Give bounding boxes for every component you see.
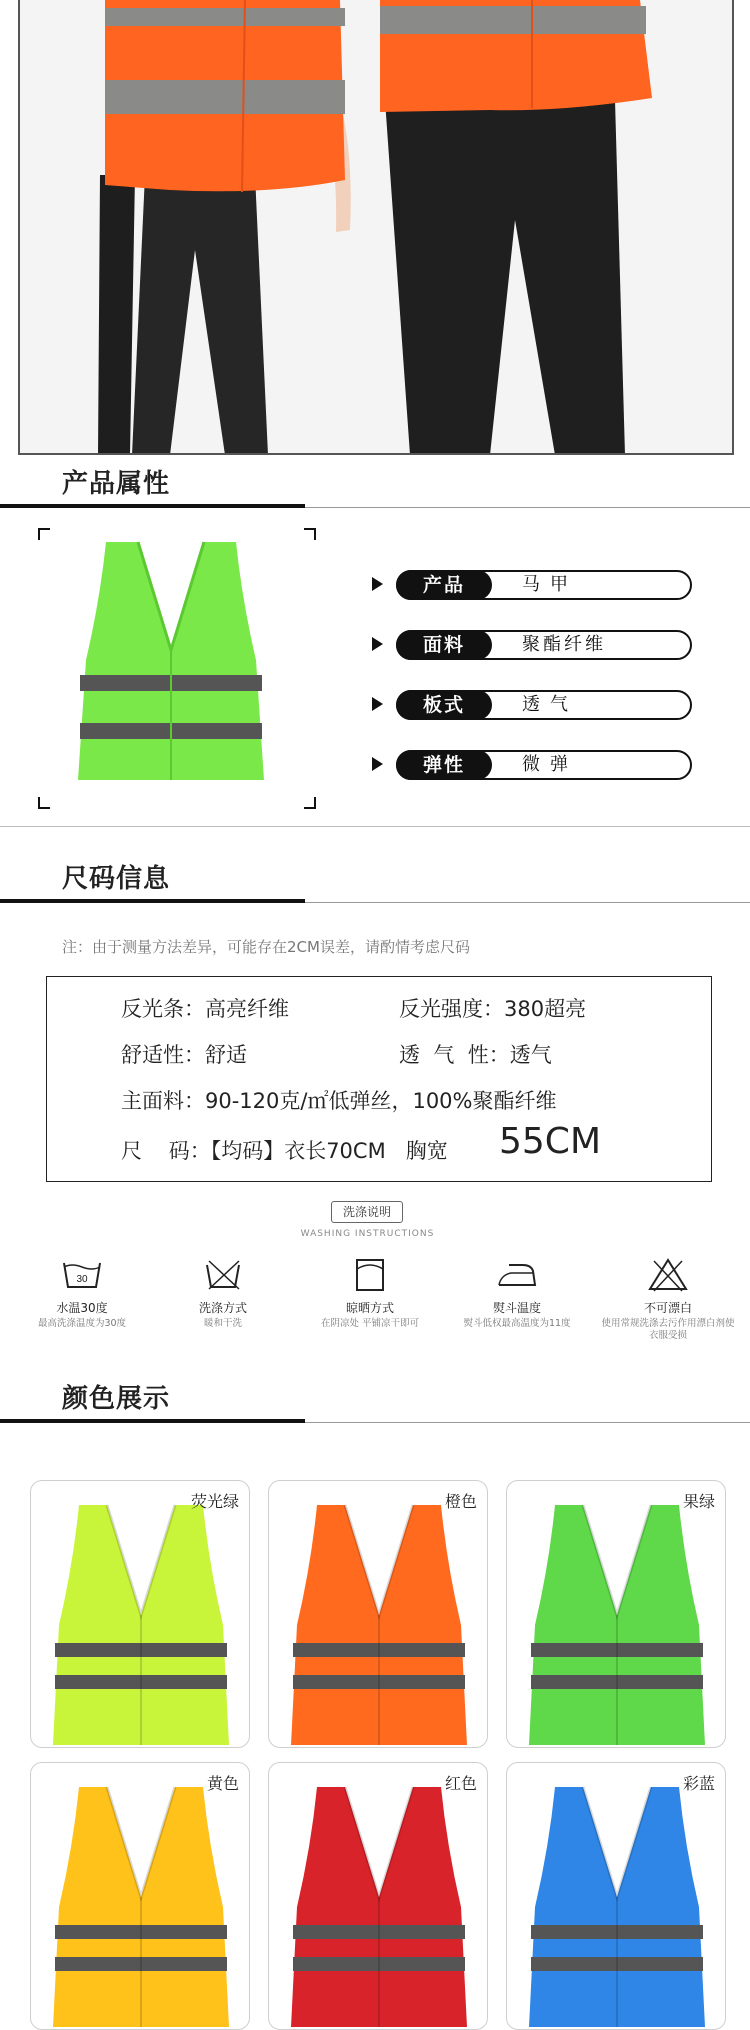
reflective-strip: 反光条：高亮纤维 bbox=[121, 997, 289, 1021]
wash-item-drying bbox=[300, 1257, 440, 1330]
wash-label: 不可漂白 bbox=[643, 1301, 692, 1315]
wash-label: 水温30度 bbox=[56, 1301, 108, 1315]
no-bleach-icon bbox=[646, 1257, 690, 1293]
color-card[interactable] bbox=[268, 1480, 488, 1748]
attribute-row-elasticity bbox=[372, 750, 692, 780]
reflective-strength: 反光强度：380超亮 bbox=[399, 997, 587, 1021]
product-vest-image bbox=[76, 540, 266, 789]
vest-image bbox=[521, 1495, 713, 1745]
size-label: 尺 码：【均码】衣长70CM 胸宽 bbox=[121, 1139, 448, 1163]
wash-label: 熨斗温度 bbox=[492, 1301, 541, 1315]
attribute-value: 聚酯纤维 bbox=[522, 634, 606, 655]
washing-subtitle: WASHING INSTRUCTIONS bbox=[300, 1229, 435, 1239]
color-name: 果绿 bbox=[682, 1492, 715, 1511]
color-card[interactable] bbox=[30, 1762, 250, 2030]
corner-bracket-br bbox=[304, 797, 316, 809]
wash-30-icon bbox=[60, 1257, 104, 1293]
vest-image bbox=[521, 1777, 713, 2027]
svg-text:30: 30 bbox=[76, 1274, 88, 1285]
chest-width-value: 55CM bbox=[499, 1121, 602, 1162]
wash-desc: 最高洗涤温度为30度 bbox=[37, 1318, 127, 1329]
attribute-key: 弹性 bbox=[396, 750, 492, 780]
attributes-rule-thin bbox=[305, 507, 750, 508]
attribute-value: 透气 bbox=[522, 694, 578, 715]
arrow-right-icon bbox=[372, 697, 383, 711]
wash-item-method bbox=[153, 1257, 293, 1330]
color-card[interactable] bbox=[506, 1480, 726, 1748]
attribute-value: 马甲 bbox=[522, 574, 578, 595]
color-card[interactable] bbox=[30, 1480, 250, 1748]
colors-rule-thin bbox=[305, 1422, 750, 1423]
wash-item-ironing bbox=[447, 1257, 587, 1330]
color-card[interactable] bbox=[268, 1762, 488, 2030]
arrow-right-icon bbox=[372, 637, 383, 651]
colors-rule bbox=[0, 1419, 305, 1423]
washing-badge: 洗涤说明 bbox=[331, 1201, 403, 1223]
hero-photo bbox=[18, 0, 734, 455]
attribute-row-product bbox=[372, 570, 692, 600]
wash-label: 晾晒方式 bbox=[345, 1301, 394, 1315]
corner-bracket-tl bbox=[38, 528, 50, 540]
attribute-key: 产品 bbox=[396, 570, 492, 600]
corner-bracket-bl bbox=[38, 797, 50, 809]
attribute-row-fit bbox=[372, 690, 692, 720]
wash-item-bleach bbox=[598, 1257, 738, 1342]
attribute-key: 板式 bbox=[396, 690, 492, 720]
size-title: 尺码信息 bbox=[62, 864, 171, 894]
color-name: 黄色 bbox=[206, 1774, 239, 1793]
wash-desc: 使用常规洗涤去污作用漂白剂使衣服受损 bbox=[601, 1318, 735, 1341]
color-name: 荧光绿 bbox=[190, 1492, 239, 1511]
dry-icon bbox=[348, 1257, 392, 1293]
wash-desc: 在阴凉处 平铺凉干即可 bbox=[320, 1318, 420, 1329]
color-name: 红色 bbox=[444, 1774, 477, 1793]
size-rule bbox=[0, 899, 305, 903]
attributes-title: 产品属性 bbox=[62, 469, 171, 499]
color-card[interactable] bbox=[506, 1762, 726, 2030]
attribute-row-fabric bbox=[372, 630, 692, 660]
color-name: 彩蓝 bbox=[682, 1774, 715, 1793]
wash-desc: 熨斗低权最高温度为11度 bbox=[463, 1318, 571, 1329]
wash-desc: 暖和干洗 bbox=[203, 1318, 242, 1329]
vest-image bbox=[45, 1777, 237, 2027]
main-fabric: 主面料：90-120克/㎡低弹丝，100%聚酯纤维 bbox=[121, 1089, 557, 1113]
attributes-rule bbox=[0, 504, 305, 508]
corner-bracket-tr bbox=[304, 528, 316, 540]
arrow-right-icon bbox=[372, 577, 383, 591]
breathability: 透 气 性：透气 bbox=[399, 1043, 552, 1067]
size-rule-thin bbox=[305, 902, 750, 903]
wash-item-temperature bbox=[12, 1257, 152, 1330]
vest-image bbox=[283, 1495, 475, 1745]
size-note: 注：由于测量方法差异，可能存在2CM误差，请酌情考虑尺码 bbox=[62, 938, 470, 956]
colors-title: 颜色展示 bbox=[62, 1384, 171, 1414]
wash-label: 洗涤方式 bbox=[198, 1301, 247, 1315]
size-info-box bbox=[46, 976, 712, 1182]
vest-image bbox=[283, 1777, 475, 2027]
color-name: 橙色 bbox=[444, 1492, 477, 1511]
section-divider bbox=[0, 826, 750, 827]
attribute-key: 面料 bbox=[396, 630, 492, 660]
iron-icon bbox=[495, 1257, 539, 1293]
comfort: 舒适性：舒适 bbox=[121, 1043, 247, 1067]
attribute-value: 微弹 bbox=[522, 754, 578, 775]
hand-wash-icon bbox=[201, 1257, 245, 1293]
vest-image bbox=[45, 1495, 237, 1745]
arrow-right-icon bbox=[372, 757, 383, 771]
